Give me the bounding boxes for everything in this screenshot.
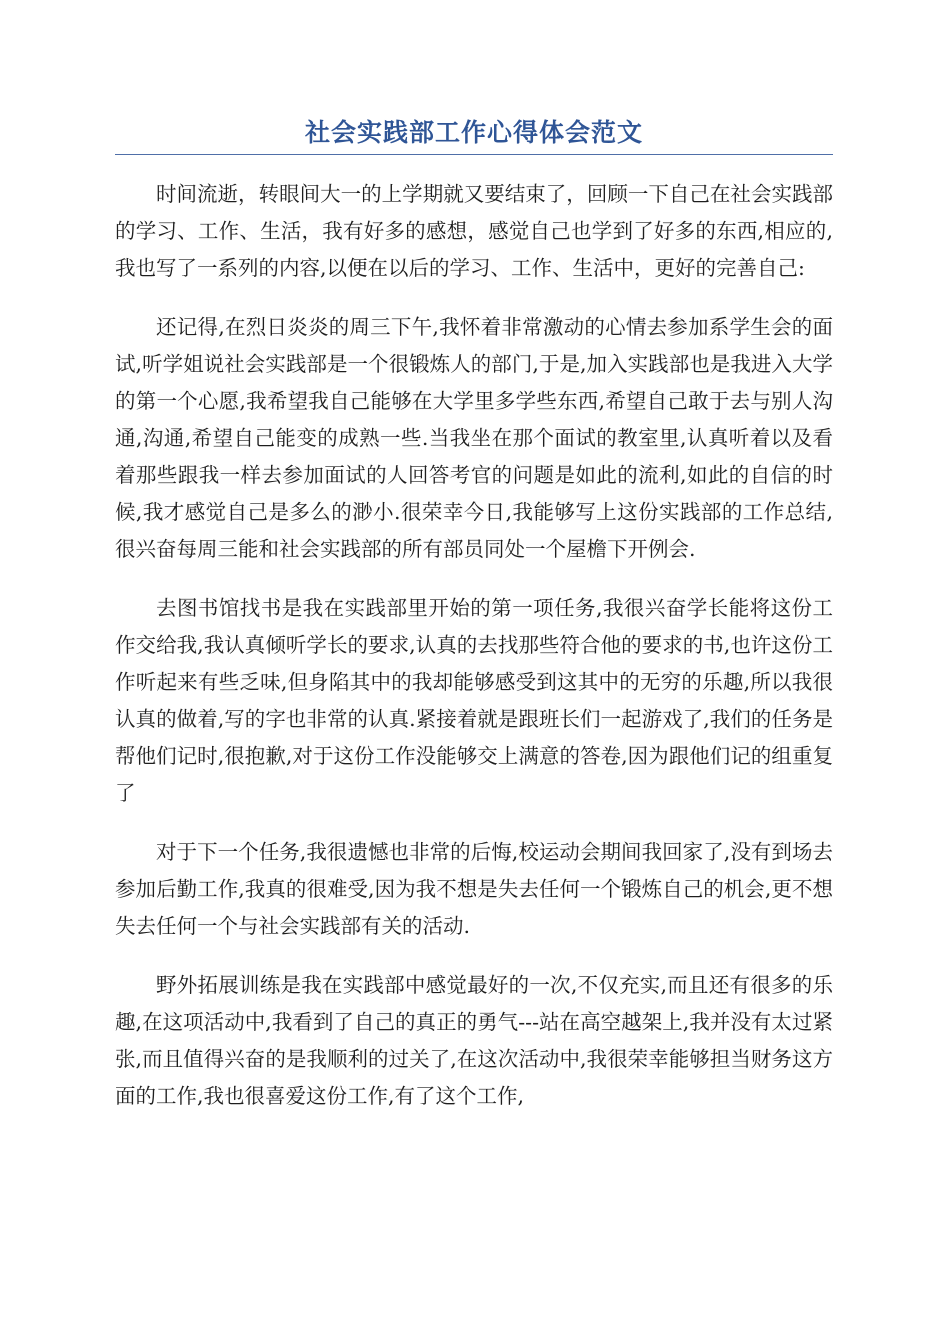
- paragraph-2: 还记得,在烈日炎炎的周三下午,我怀着非常激动的心情去参加系学生会的面试,听学姐说社会实践部是一个很锻炼人的部门,于是,加入实践部也是我进入大学的第一个心愿,我希望我自己能够在大学里多学些东西,希望自己敢于去与别人沟通,沟通,希望自己能变的成熟一些.当我坐在那个面试的教室里,认真听着以及看着那些跟我一样去参加面试的人回答考官的问题是如此的流利,如此的自信的时候,我才感觉自己是多么的渺小.很荣幸今日,我能够写上这份实践部的工作总结,很兴奋每周三能和社会实践部的所有部员同处一个屋檐下开例会.: [115, 315, 833, 561]
- paragraph-4: 对于下一个任务,我很遗憾也非常的后悔,校运动会期间我回家了,没有到场去参加后勤工作,我真的很难受,因为我不想是失去任何一个锻炼自己的机会,更不想失去任何一个与社会实践部有关的活动.: [115, 840, 833, 938]
- paragraph-1: 时间流逝，转眼间大一的上学期就又要结束了，回顾一下自己在社会实践部的学习、工作、生活，我有好多的感想，感觉自己也学到了好多的东西,相应的,我也写了一系列的内容,以便在以后的学习、工作、生活中，更好的完善自己:: [115, 182, 833, 280]
- document-body: [115, 176, 833, 1137]
- paragraph-3: 去图书馆找书是我在实践部里开始的第一项任务,我很兴奋学长能将这份工作交给我,我认真倾听学长的要求,认真的去找那些符合他的要求的书,也许这份工作听起来有些乏味,但身陷其中的我却能够感受到这其中的无穷的乐趣,所以我很认真的做着,写的字也非常的认真.紧接着就是跟班长们一起游戏了,我们的任务是帮他们记时,很抱歉,对于这份工作没能够交上满意的答卷,因为跟他们记的组重复了: [115, 596, 833, 805]
- title-block: [115, 112, 833, 155]
- page-title: 社会实践部工作心得体会范文: [304, 118, 643, 147]
- paragraph-5: 野外拓展训练是我在实践部中感觉最好的一次,不仅充实,而且还有很多的乐趣,在这项活动中,我看到了自己的真正的勇气---站在高空越架上,我并没有太过紧张,而且值得兴奋的是我顺利的过关了,在这次活动中,我很荣幸能够担当财务这方面的工作,我也很喜爱这份工作,有了这个工作,: [115, 973, 833, 1108]
